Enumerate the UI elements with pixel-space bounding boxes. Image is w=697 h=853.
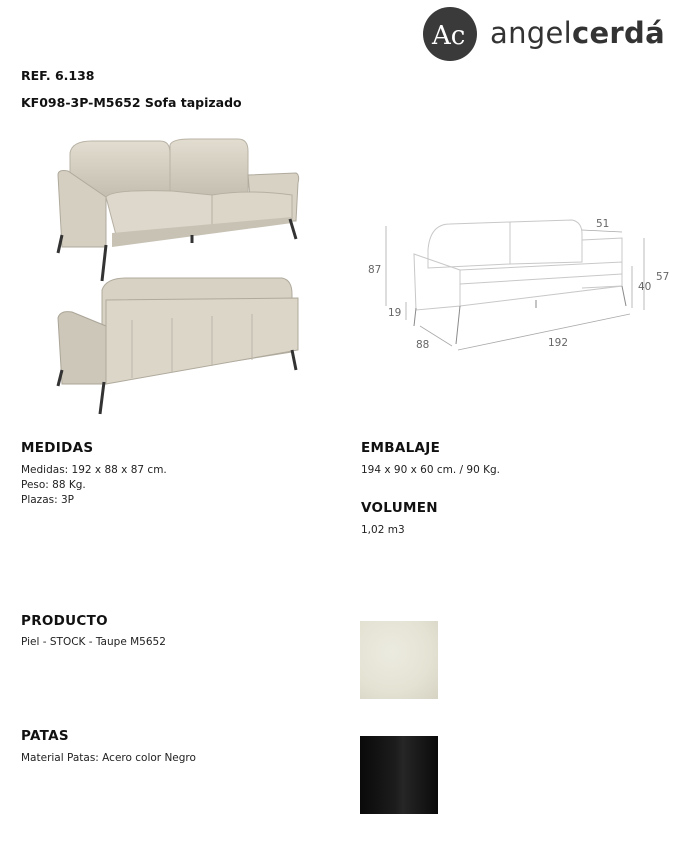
medidas-line: Medidas: 192 x 88 x 87 cm. — [21, 464, 167, 476]
producto-heading: PRODUCTO — [21, 613, 108, 629]
brand-name-bold: cerdá — [571, 16, 665, 50]
legs-finish-swatch — [360, 736, 438, 814]
dim-arm-width: 51 — [596, 218, 610, 230]
volumen-value: 1,02 m3 — [361, 524, 405, 536]
dim-width: 192 — [548, 337, 569, 349]
dim-depth: 88 — [416, 339, 430, 351]
embalaje-value: 194 x 90 x 60 cm. / 90 Kg. — [361, 464, 501, 476]
brand-name-light: angel — [490, 16, 572, 50]
product-model: KF098-3P-M5652 Sofa tapizado — [21, 95, 242, 110]
volumen-heading: VOLUMEN — [361, 500, 438, 516]
brand-name — [490, 16, 665, 50]
sofa-back-image — [52, 272, 307, 417]
leather-swatch — [360, 621, 438, 699]
medidas-heading: MEDIDAS — [21, 440, 94, 456]
monogram-text: Ac — [432, 21, 466, 51]
dim-height: 87 — [368, 264, 382, 276]
medidas-line: Plazas: 3P — [21, 494, 74, 506]
medidas-line: Peso: 88 Kg. — [21, 479, 86, 491]
dim-seat-height: 19 — [388, 307, 402, 319]
dimension-drawing — [360, 210, 670, 355]
patas-heading: PATAS — [21, 728, 69, 744]
dim-arm-height: 57 — [656, 271, 670, 283]
brand-monogram-icon — [422, 6, 478, 62]
sofa-front-image — [52, 135, 307, 285]
patas-value: Material Patas: Acero color Negro — [21, 752, 196, 764]
product-ref: REF. 6.138 — [21, 68, 95, 83]
embalaje-heading: EMBALAJE — [361, 440, 441, 456]
dim-seat-level: 40 — [638, 281, 652, 293]
producto-value: Piel - STOCK - Taupe M5652 — [21, 636, 166, 648]
medidas-list — [21, 463, 167, 508]
